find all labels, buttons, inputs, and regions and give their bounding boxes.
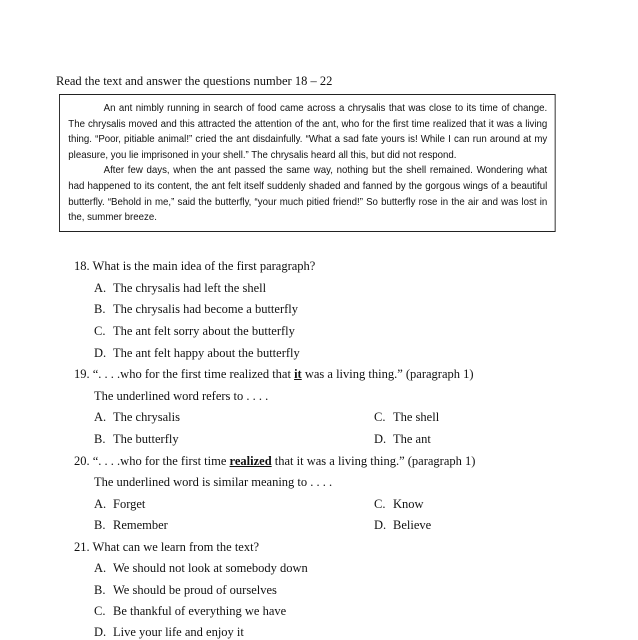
- question-21-option-a: [94, 560, 308, 576]
- option-letter: A.: [94, 497, 107, 511]
- option-text: The ant felt happy about the butterfly: [113, 346, 300, 360]
- stem-text: was a living thing.” (paragraph 1): [301, 367, 474, 381]
- option-text: Live your life and enjoy it: [113, 625, 244, 639]
- question-20-option-b: [94, 517, 168, 533]
- option-letter: B.: [94, 432, 106, 446]
- option-text: The ant felt sorry about the butterfly: [113, 324, 295, 338]
- option-letter: A.: [94, 561, 107, 575]
- question-19-option-c: [374, 409, 439, 425]
- stem-text: 20. “. . . .who for the first time: [74, 454, 230, 468]
- option-text: The butterfly: [113, 432, 179, 446]
- question-20-option-a: [94, 496, 145, 512]
- question-21-option-b: [94, 582, 277, 598]
- instruction: Read the text and answer the questions number 18 – 22: [56, 74, 333, 88]
- option-text: The chrysalis had become a butterfly: [113, 302, 298, 316]
- passage-paragraph-2: After few days, when the ant passed the same way, nothing but the shell remained. Wondering what had happened to its content, the ant felt itself suddenly shaded and fanned by the gorgous wings of a beautiful butterfly. “Behold in me,” said the butterfly, “your much pitied friend!” So butterfly rose in the air and was lost in the, summer breeze.: [68, 165, 548, 224]
- option-letter: A.: [94, 410, 107, 424]
- option-letter: C.: [94, 604, 106, 618]
- question-19-option-d: [374, 431, 431, 447]
- stem-text: 19. “. . . .who for the first time realized that: [74, 367, 295, 381]
- question-20-option-c: [374, 496, 424, 512]
- underlined-word: it: [294, 367, 302, 381]
- option-text: The shell: [393, 410, 440, 424]
- option-text: Forget: [113, 497, 146, 511]
- option-letter: D.: [94, 346, 107, 360]
- question-18-option-a: [94, 280, 266, 296]
- question-21-stem: 21. What can we learn from the text?: [74, 540, 260, 554]
- option-text: The chrysalis: [113, 410, 180, 424]
- option-text: Be thankful of everything we have: [113, 604, 287, 618]
- question-21-option-d: [94, 624, 244, 640]
- question-20-option-d: [374, 517, 431, 533]
- stem-text: that it was a living thing.” (paragraph 1): [271, 454, 476, 468]
- question-19-option-a: [94, 409, 180, 425]
- option-letter: D.: [94, 625, 107, 639]
- option-letter: B.: [94, 518, 106, 532]
- option-letter: C.: [374, 410, 386, 424]
- option-text: We should not look at somebody down: [113, 561, 308, 575]
- question-18-option-c: [94, 323, 295, 339]
- question-18-option-b: [94, 301, 298, 317]
- option-letter: A.: [94, 281, 107, 295]
- option-letter: D.: [374, 518, 387, 532]
- question-19-subprompt: The underlined word refers to . . . .: [94, 389, 269, 403]
- reading-passage: [59, 94, 556, 232]
- option-letter: D.: [374, 432, 387, 446]
- underlined-word: realized: [229, 454, 272, 468]
- option-text: The ant: [393, 432, 431, 446]
- question-18-option-d: [94, 345, 300, 361]
- option-letter: C.: [94, 324, 106, 338]
- option-letter: B.: [94, 302, 106, 316]
- question-20-subprompt: The underlined word is similar meaning to . . . .: [94, 475, 333, 489]
- question-19-stem: [74, 366, 474, 382]
- passage-paragraph-1: An ant nimbly running in search of food came across a chrysalis that was close to its time of change. The chrysalis moved and this attracted the attention of the ant, who for the first time realized that it was a living thing. “Poor, pitiable animal!” cried the ant disdainfully. “What a sad fate yours is! While I can run around at my pleasure, you lie imprisoned in your shell.” The chrysalis heard all this, but did not respond.: [68, 103, 548, 161]
- option-text: The chrysalis had left the shell: [113, 281, 267, 295]
- option-letter: C.: [374, 497, 386, 511]
- question-20-stem: [74, 453, 475, 469]
- option-letter: B.: [94, 583, 106, 597]
- option-text: Know: [393, 497, 424, 511]
- question-18-stem: 18. What is the main idea of the first paragraph?: [74, 259, 316, 273]
- option-text: Believe: [393, 518, 432, 532]
- question-21-option-c: [94, 603, 286, 619]
- question-19-option-b: [94, 431, 179, 447]
- option-text: We should be proud of ourselves: [113, 583, 277, 597]
- option-text: Remember: [113, 518, 168, 532]
